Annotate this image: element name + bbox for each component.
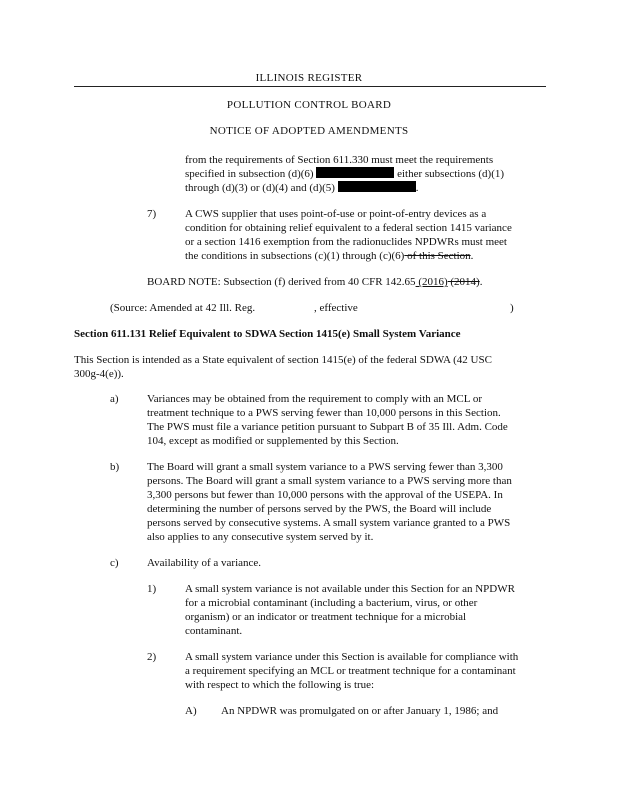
continuation-line-2a: specified in subsection (d)(6) bbox=[185, 168, 314, 180]
item-7-number: 7) bbox=[147, 208, 157, 220]
intro-line-2: 300g-4(e)). bbox=[74, 368, 124, 380]
subsection-b-line-5: persons served by consecutive systems. A small system variance granted to a PWS bbox=[147, 517, 511, 529]
source-close: ) bbox=[510, 302, 514, 314]
subsection-b-line-6: also applies to any consecutive system served by it. bbox=[147, 531, 374, 543]
c-item-2-line-2: a requirement specifying an MCL or treatment technique for a contaminant bbox=[185, 665, 516, 677]
subsection-a-line-2: treatment technique to a PWS serving fewer than 10,000 persons in this Section. bbox=[147, 407, 501, 419]
header-rule bbox=[74, 86, 546, 87]
board-note-end: . bbox=[479, 276, 483, 288]
item-7-end: . bbox=[470, 250, 474, 262]
board-note-struck: (2014) bbox=[447, 276, 480, 288]
c-item-2-number: 2) bbox=[147, 651, 157, 663]
notice-header: NOTICE OF ADOPTED AMENDMENTS bbox=[209, 125, 409, 137]
source-text: (Source: Amended at 42 Ill. Reg. bbox=[110, 302, 256, 314]
subsection-b-line-2: persons. The Board will grant a small system variance to a PWS serving more than bbox=[147, 475, 512, 487]
c-item-2-line-1: A small system variance under this Section is available for compliance with bbox=[185, 651, 519, 663]
board-note bbox=[147, 275, 482, 289]
redaction-box bbox=[316, 167, 394, 178]
subsection-b-line-3: 3,300 persons but fewer than 10,000 persons with the approval of the USEPA. In bbox=[147, 489, 503, 501]
register-header: ILLINOIS REGISTER bbox=[255, 72, 363, 84]
c-2-A-label: A) bbox=[185, 705, 197, 717]
subsection-b-label: b) bbox=[110, 461, 120, 473]
continuation-line-2b: either subsections (d)(1) bbox=[397, 168, 505, 180]
c-item-1-number: 1) bbox=[147, 583, 157, 595]
item-7-line-4 bbox=[185, 249, 473, 263]
continuation-line-3b: . bbox=[415, 182, 419, 194]
section-heading: Section 611.131 Relief Equivalent to SDWA Section 1415(e) Small System Variance bbox=[74, 328, 461, 340]
intro-line-1: This Section is intended as a State equivalent of section 1415(e) of the federal SDWA (42 USC bbox=[74, 354, 492, 366]
c-item-1-line-4: contaminant. bbox=[185, 625, 243, 637]
item-7-line-2: condition for obtaining relief equivalent to a federal section 1415 variance bbox=[185, 222, 512, 234]
c-2-A-text: An NPDWR was promulgated on or after January 1, 1986; and bbox=[221, 705, 499, 717]
subsection-c-title: Availability of a variance. bbox=[147, 557, 262, 569]
board-note-added: (2016) bbox=[415, 276, 448, 288]
subsection-a-line-3: The PWS must file a variance petition pursuant to Subpart B of 35 Ill. Adm. Code bbox=[147, 421, 508, 433]
redaction-box bbox=[338, 181, 416, 192]
c-item-1-line-2: for a microbial contaminant (including a bacterium, virus, or other bbox=[185, 597, 478, 609]
board-note-text: BOARD NOTE: Subsection (f) derived from 40 CFR 142.65 bbox=[147, 276, 416, 288]
continuation-line-1: from the requirements of Section 611.330 must meet the requirements bbox=[185, 154, 494, 166]
c-item-1-line-3: organism) or an indicator or treatment technique for a microbial bbox=[185, 611, 467, 623]
source-effective: , effective bbox=[314, 302, 358, 314]
item-7-line-3: or a section 1416 exemption from the radionuclides NPDWRs must meet bbox=[185, 236, 507, 248]
continuation-line-3a: through (d)(3) or (d)(4) and (d)(5) bbox=[185, 182, 335, 194]
item-7-line-1: A CWS supplier that uses point-of-use or point-of-entry devices as a bbox=[185, 208, 487, 220]
subsection-a-line-4: 104, except as modified or supplemented by this Section. bbox=[147, 435, 399, 447]
item-7-line-4-text: the conditions in subsections (c)(1) through (c)(6) bbox=[185, 250, 405, 262]
item-7-struck-text: of this Section bbox=[404, 250, 471, 262]
subsection-b-line-1: The Board will grant a small system variance to a PWS serving fewer than 3,300 bbox=[147, 461, 503, 473]
subsection-c-label: c) bbox=[110, 557, 119, 569]
c-item-1-line-1: A small system variance is not available under this Section for an NPDWR bbox=[185, 583, 515, 595]
continuation-line-3 bbox=[185, 181, 418, 195]
board-header: POLLUTION CONTROL BOARD bbox=[226, 99, 392, 111]
subsection-a-line-1: Variances may be obtained from the requirement to comply with an MCL or bbox=[147, 393, 482, 405]
c-item-2-line-3: with respect to which the following is true: bbox=[185, 679, 375, 691]
subsection-a-label: a) bbox=[110, 393, 119, 405]
subsection-b-line-4: determining the number of persons served by the PWS, the Board will include bbox=[147, 503, 492, 515]
continuation-line-2 bbox=[185, 167, 504, 181]
